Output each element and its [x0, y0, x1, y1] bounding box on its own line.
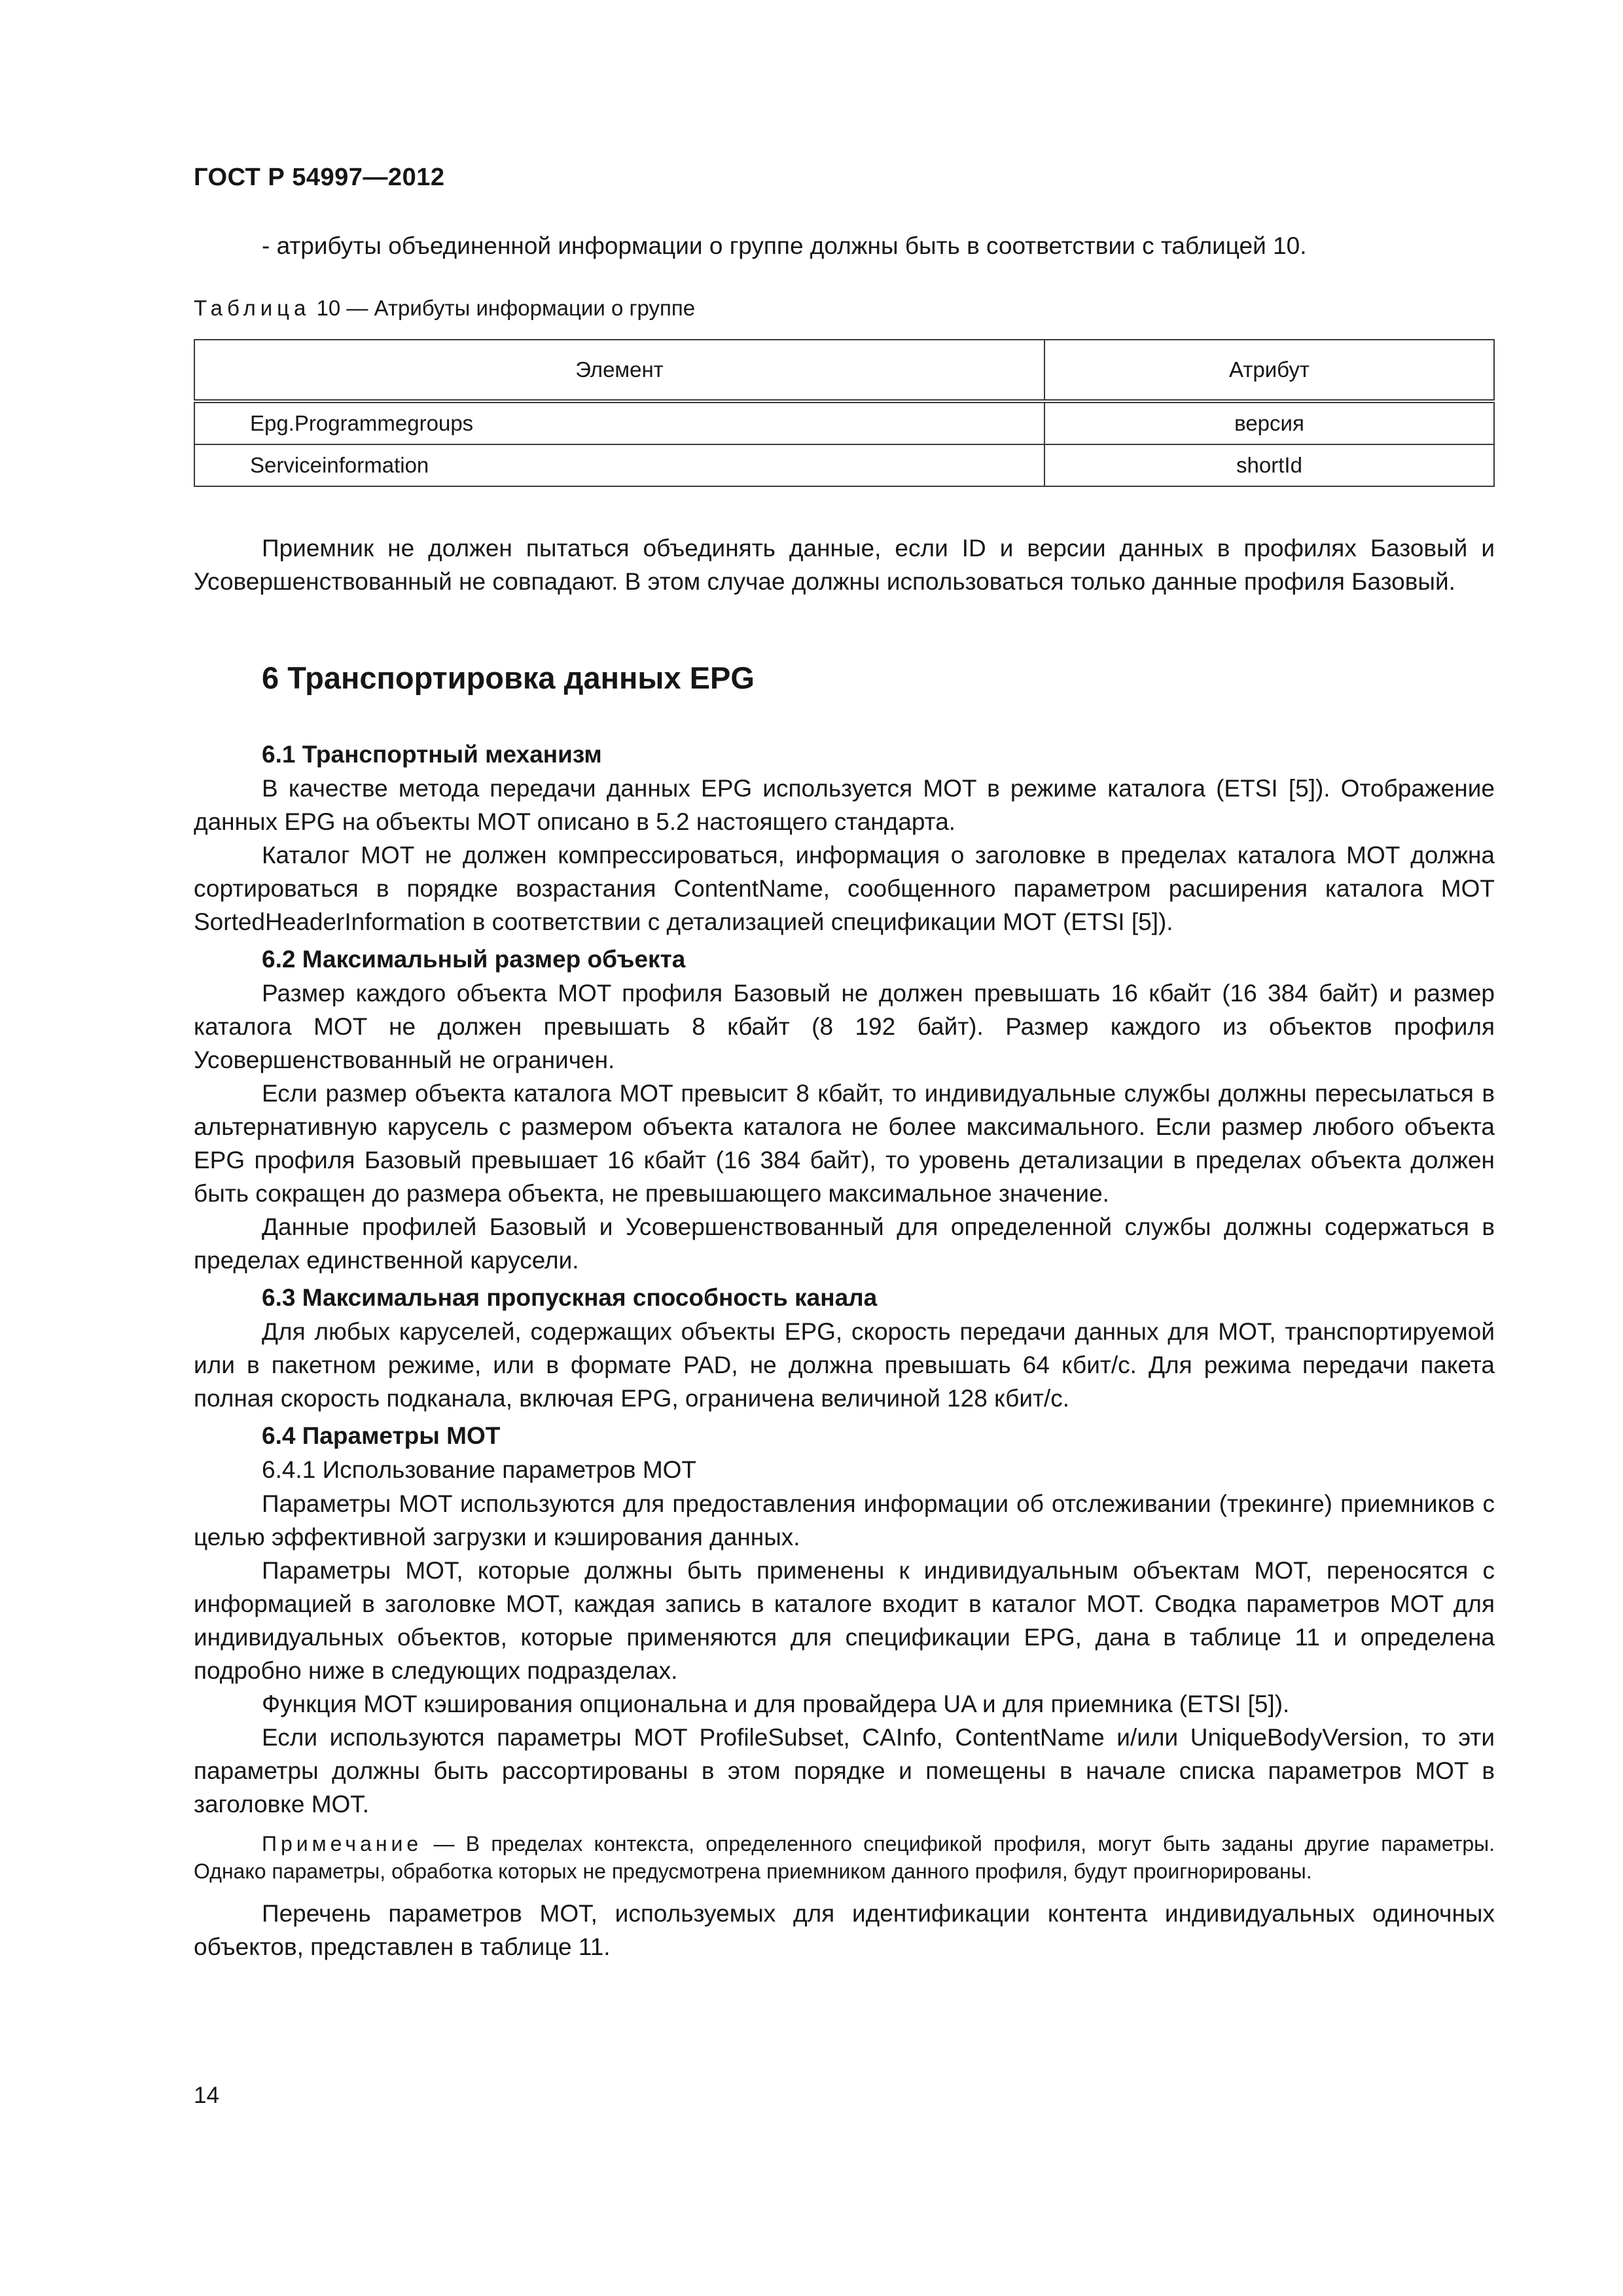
table-header-row — [194, 340, 1494, 401]
subsection-6-1-title: 6.1 Транспортный механизм — [262, 741, 602, 768]
after-table-text — [194, 531, 1495, 598]
paragraph: Параметры MOT используются для предоставления информации об отслеживании (трекинге) приемников с целью эффективной загрузки и кэширования данных. — [194, 1490, 1495, 1551]
paragraph: Каталог MOT не должен компрессироваться, информация о заголовке в пределах каталога MOT должна сортироваться в порядке возрастания ContentName, сообщенного параметром расширения каталога MOT SortedHeaderInformation в соответствии с детализацией спецификации MOT (ETSI [5]). — [194, 842, 1495, 935]
paragraph: Перечень параметров MOT, используемых для идентификации контента индивидуальных одиночных объектов, представлен в таблице 11. — [194, 1900, 1495, 1960]
paragraph: Если размер объекта каталога MOT превысит 8 кбайт, то индивидуальные службы должны пересылаться в альтернативную карусель с размером объекта каталога не более максимального. Если размер любого объекта EPG профиля Базовый превышает 16 кбайт (16 384 байт), то уровень детализации в пределах объекта должен быть сокращен до размера объекта, не превышающего максимальное значение. — [194, 1080, 1495, 1207]
table-caption-word: Таблица — [194, 296, 311, 320]
section-6-title: 6 Транспортировка данных EPG — [262, 660, 755, 695]
note-text: — В пределах контекста, определенного спецификой профиля, могут быть заданы другие параметры. Однако параметры, обработка которых не предусмотрена приемником данного профиля, будут проигнорированы. — [194, 1832, 1495, 1883]
table-cell-element: Epg.Programmegroups — [194, 401, 1044, 444]
paragraph: В качестве метода передачи данных EPG используется MOT в режиме каталога (ETSI [5]). Отображение данных EPG на объекты MOT описано в 5.2 настоящего стандарта. — [194, 775, 1495, 835]
paragraph: Приемник не должен пытаться объединять данные, если ID и версии данных в профилях Базовый и Усовершенствованный не совпадают. В этом случае должны использоваться только данные профиля Базовый. — [194, 535, 1495, 595]
page-number: 14 — [194, 2083, 219, 2108]
subsection-6-4-1-title: 6.4.1 Использование параметров MOT — [262, 1456, 697, 1483]
standard-id: ГОСТ Р 54997—2012 — [194, 164, 445, 191]
intro-line: - атрибуты объединенной информации о группе должны быть в соответствии с таблицей 10. — [262, 232, 1307, 259]
subsection-6-2-title: 6.2 Максимальный размер объекта — [262, 946, 686, 973]
attributes-table — [194, 339, 1495, 487]
section-6-body — [194, 738, 1495, 1964]
paragraph: Данные профилей Базовый и Усовершенствованный для определенной службы должны содержаться в пределах единственной карусели. — [194, 1213, 1495, 1274]
table-row — [194, 401, 1494, 444]
table-caption-text: 10 — Атрибуты информации о группе — [316, 296, 696, 320]
subsection-6-4-title: 6.4 Параметры MOT — [262, 1422, 501, 1449]
paragraph: Если используются параметры MOT ProfileSubset, CAInfo, ContentName и/или UniqueBodyVersion, то эти параметры должны быть рассортированы в этом порядке и помещены в начале списка параметров MOT в заголовке MOT. — [194, 1724, 1495, 1818]
paragraph: Размер каждого объекта MOT профиля Базовый не должен превышать 16 кбайт (16 384 байт) и размер каталога MOT не должен превышать 8 кбайт (8 192 байт). Размер каждого из объектов профиля Усовершенствованный не ограничен. — [194, 980, 1495, 1073]
table-caption — [194, 296, 695, 321]
table-cell-element: Serviceinformation — [194, 444, 1044, 486]
note — [194, 1830, 1495, 1885]
note-label: Примечание — [262, 1832, 423, 1856]
table-cell-attribute: shortId — [1044, 444, 1494, 486]
paragraph: Функция MOT кэширования опциональна и для провайдера UA и для приемника (ETSI [5]). — [262, 1691, 1290, 1717]
paragraph: Параметры MOT, которые должны быть применены к индивидуальным объектам MOT, переносятся с информацией в заголовке MOT, каждая запись в каталоге входит в каталог MOT. Сводка параметров MOT для индивидуальных объектов, которые применяются для спецификации EPG, дана в таблице 11 и определена подробно ниже в следующих подразделах. — [194, 1557, 1495, 1684]
table-cell-attribute: версия — [1044, 401, 1494, 444]
table-header-attribute: Атрибут — [1044, 340, 1494, 401]
table-header-element: Элемент — [194, 340, 1044, 401]
subsection-6-3-title: 6.3 Максимальная пропускная способность канала — [262, 1284, 878, 1311]
paragraph: Для любых каруселей, содержащих объекты EPG, скорость передачи данных для MOT, транспортируемой или в пакетном режиме, или в формате PAD, не должна превышать 64 кбит/с. Для режима передачи пакета полная скорость подканала, включая EPG, ограничена величиной 128 кбит/с. — [194, 1318, 1495, 1412]
table-row — [194, 444, 1494, 486]
